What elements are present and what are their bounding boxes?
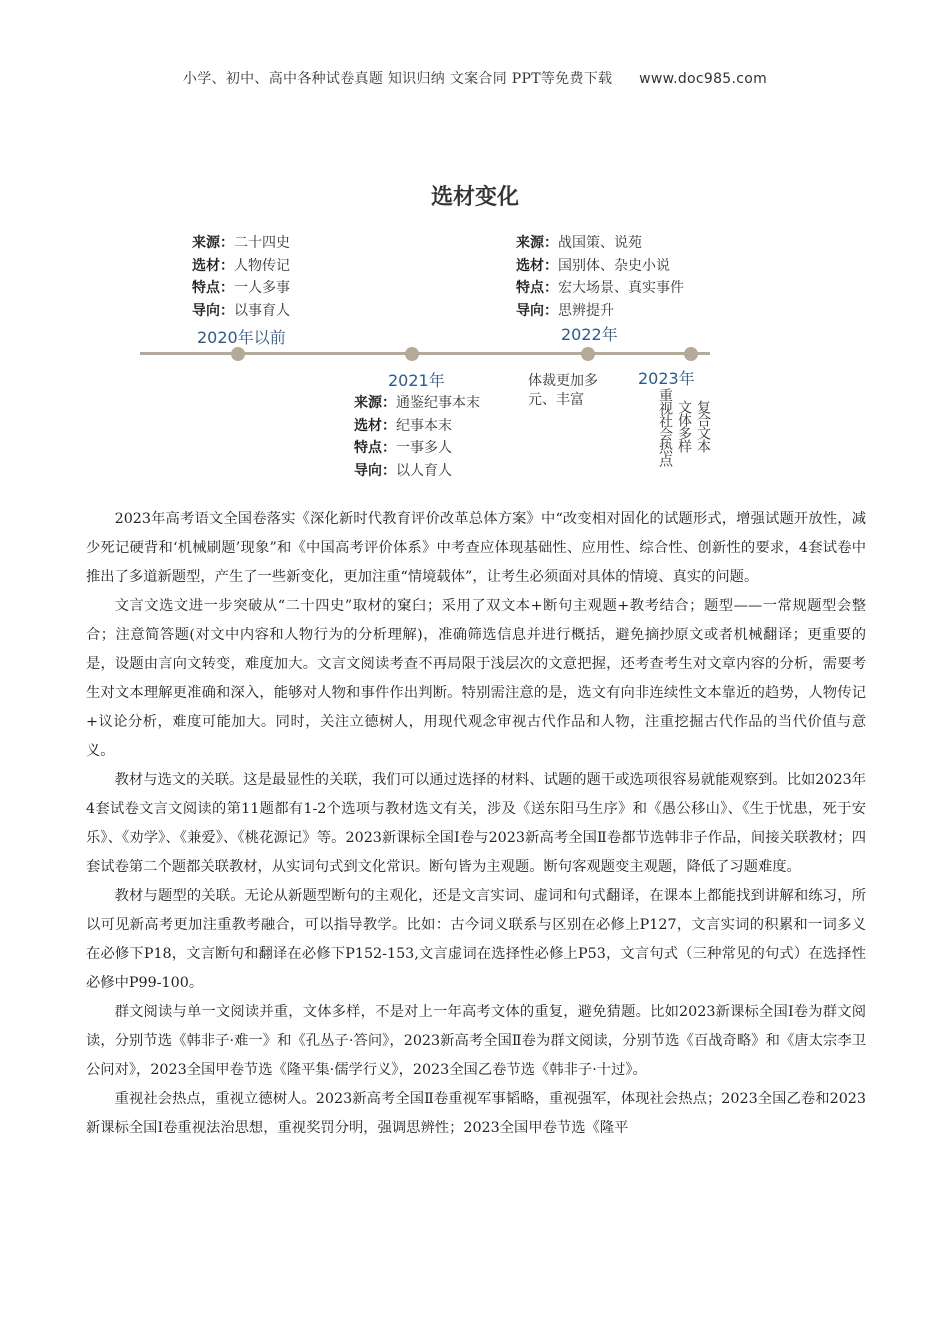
note-line: 元、丰富	[528, 392, 584, 408]
header-text: 小学、初中、高中各种试卷真题 知识归纳 文案合同 PPT等免费下载	[182, 71, 613, 87]
value: 以事育人	[234, 302, 290, 319]
value: 国别体、杂史小说	[558, 257, 670, 274]
label: 导向	[192, 302, 220, 319]
period-2020-details: 来源：二十四史 选材：人物传记 特点：一人多事 导向：以事育人	[192, 235, 290, 319]
value: 纪事本末	[396, 417, 452, 434]
year-2020: 2020年以前	[197, 328, 286, 347]
label: 选材	[516, 257, 544, 274]
header-site-link[interactable]: www.doc985.com	[639, 71, 768, 87]
label: 选材	[192, 257, 220, 274]
period-2021-details: 来源：通鉴纪事本末 选材：纪事本末 特点：一事多人 导向：以人育人	[354, 395, 480, 479]
period-2022-note	[528, 372, 598, 410]
value: 通鉴纪事本末	[396, 395, 480, 411]
label: 来源	[516, 235, 544, 251]
value: 人物传记	[234, 257, 290, 274]
timeline-axis	[140, 352, 710, 355]
paragraph-4: 教材与题型的关联。无论从新题型断句的主观化，还是文言实词、虚词和句式翻译，在课本上都能找到讲解和练习，所以可见新高考更加注重教考融合，可以指导教学。比如：古今词义联系与区别在必修上P127，文言实词的积累和一词多义在必修下P18，文言断句和翻译在必修下P152-153,文言虚词在选择性必修上P53，文言句式（三种常见的句式）在选择性必修中P99-100。	[86, 888, 866, 991]
paragraph-1: 2023年高考语文全国卷落实《深化新时代教育评价改革总体方案》中“改变相对固化的试题形式，增强试题开放性，减少死记硬背和‘机械刷题’现象”和《中国高考评价体系》中考查应体现基础性、应用性、综合性、创新性的要求，4套试卷中推出了多道新题型，产生了一些新变化，更加注重“情境载体”，让考生必须面对具体的情境、真实的问题。	[86, 511, 866, 585]
paragraph-5: 群文阅读与单一文阅读并重，文体多样，不是对上一年高考文体的重复，避免猜题。比如2023新课标全国Ⅰ卷为群文阅读，分别节选《韩非子·难一》和《孔丛子·答问》，2023新高考全国Ⅱ卷为群文阅读，分别节选《百战奇略》和《唐太宗李卫公问对》，2023全国甲卷节选《隆平集·儒学行义》，2023全国乙卷节选《韩非子·十过》。	[86, 1004, 866, 1078]
value: 一事多人	[396, 440, 452, 456]
value: 二十四史	[234, 235, 290, 251]
paragraph-3: 教材与选文的关联。这是最显性的关联，我们可以通过选择的材料、试题的题干或选项很容易就能观察到。比如2023年4套试卷文言文阅读的第11题都有1-2个选项与教材选文有关，涉及《送东阳马生序》和《愚公移山》、《生于忧患，死于安乐》、《劝学》、《兼爱》、《桃花源记》等。2023新课标全国Ⅰ卷与2023新高考全国Ⅱ卷都节选韩非子作品，间接关联教材；四套试卷第二个题都关联教材，从实词句式到文化常识。断句皆为主观题。断句客观题变主观题，降低了习题难度。	[86, 772, 866, 875]
value: 以人育人	[396, 462, 452, 479]
timeline-dot-2020	[231, 347, 245, 361]
value: 宏大场景、真实事件	[558, 280, 684, 296]
figure-title: 选材变化	[430, 185, 519, 210]
period-2023-col-2: 文体多样	[676, 400, 692, 452]
timeline-dot-2022	[581, 347, 595, 361]
label: 导向	[354, 462, 382, 479]
value: 一人多事	[234, 280, 290, 296]
paragraph-2: 文言文选文进一步突破从“二十四史”取材的窠臼；采用了双文本+断句主观题+教考结合；题型——一常规题型会整合；注意简答题(对文中内容和人物行为的分析理解)，准确筛选信息并进行概括，避免摘抄原文或者机械翻译；更重要的是，设题由言向文转变，难度加大。文言文阅读考查不再局限于浅层次的文意把握，还考查考生对文章内容的分析，需要考生对文本理解更准确和深入，能够对人物和事件作出判断。特别需注意的是，选文有向非连续性文本靠近的趋势，人物传记+议论分析，难度可能加大。同时，关注立德树人，用现代观念审视古代作品和人物，注重挖掘古代作品的当代价值与意义。	[86, 598, 866, 759]
label: 来源	[192, 235, 220, 251]
year-2022: 2022年	[561, 325, 618, 344]
year-2023: 2023年	[638, 369, 695, 388]
period-2023-col-1: 重视社会热点	[657, 388, 673, 466]
label: 导向	[516, 302, 544, 319]
body-text	[86, 505, 866, 1143]
value: 思辨提升	[558, 302, 614, 319]
paragraph-6: 重视社会热点，重视立德树人。2023新高考全国Ⅱ卷重视军事韬略，重视强军，体现社会热点；2023全国乙卷和2023新课标全国Ⅰ卷重视法治思想，重视奖罚分明，强调思辨性；2023全国甲卷节选《隆平	[86, 1091, 866, 1136]
value: 战国策、说苑	[558, 235, 642, 251]
label: 特点	[192, 280, 220, 296]
note-line: 体裁更加多	[528, 373, 598, 389]
period-2023-col-3: 复合文本	[695, 400, 711, 452]
timeline-dot-2021	[405, 347, 419, 361]
period-2022-details: 来源：战国策、说苑 选材：国别体、杂史小说 特点：宏大场景、真实事件 导向：思辨提升	[516, 235, 684, 319]
year-2021: 2021年	[388, 371, 445, 390]
label: 特点	[354, 440, 382, 456]
label: 选材	[354, 417, 382, 434]
timeline-dot-2023	[684, 347, 698, 361]
label: 来源	[354, 395, 382, 411]
timeline-figure	[0, 0, 950, 500]
label: 特点	[516, 280, 544, 296]
